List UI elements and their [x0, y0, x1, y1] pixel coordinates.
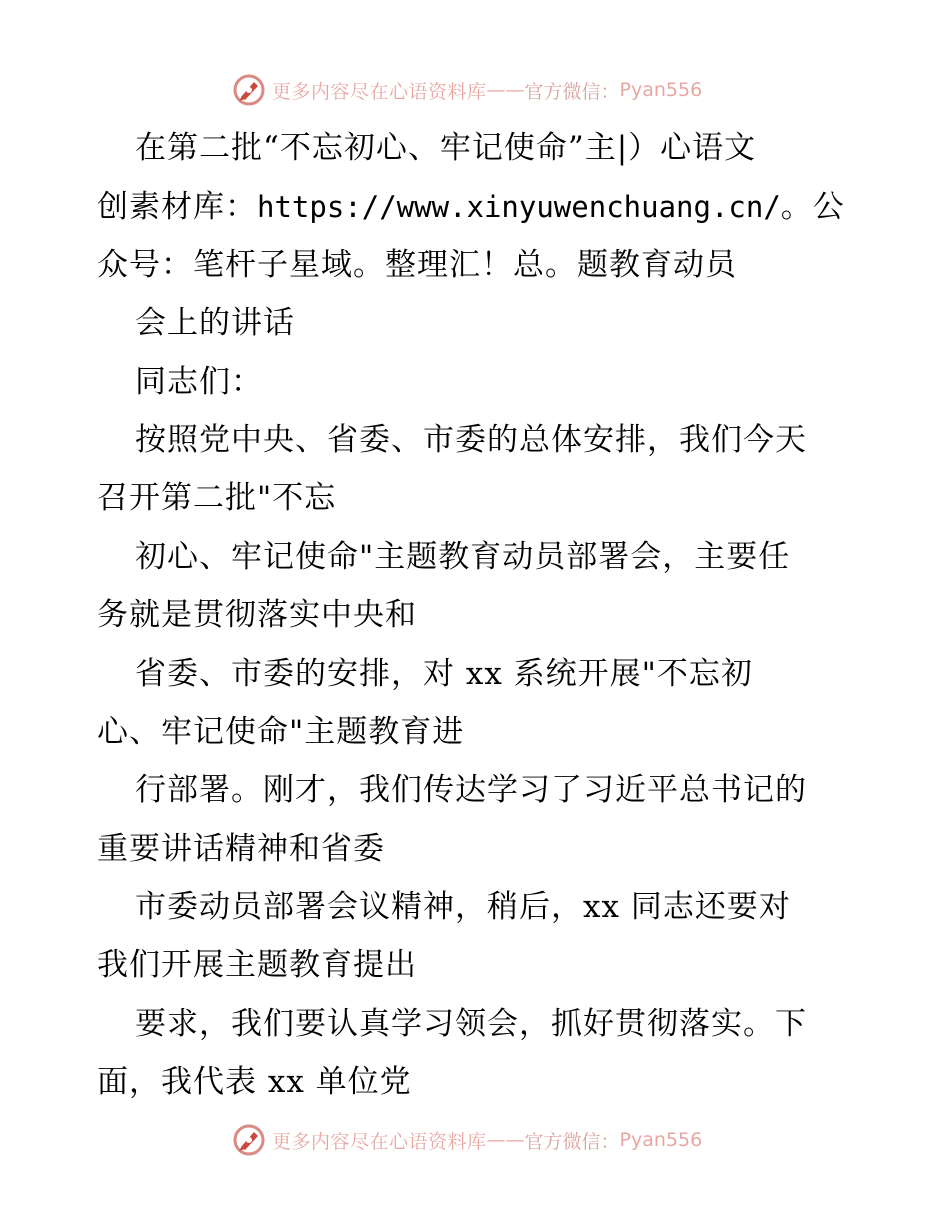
text-line: 重要讲话精神和省委 [97, 831, 385, 867]
text-line: 要求，我们要认真学习领会，抓好贯彻落实。下 [135, 1006, 807, 1042]
watermark-wechat-label: 官方微信： [524, 80, 620, 103]
text-line-part: 。公 [780, 189, 845, 225]
text-line-part: 创素材库： [97, 189, 257, 225]
watermark-main-text: 更多内容尽在心语资料库 [272, 1130, 487, 1153]
text-line: 市委动员部署会议精神，稍后，xx 同志还要对 [135, 889, 791, 925]
salutation: 同志们： [135, 364, 263, 400]
footer-watermark [232, 1122, 702, 1158]
watermark-separator: —— [486, 1129, 525, 1151]
text-line: 初心、牢记使命"主题教育动员部署会，主要任 [135, 539, 791, 575]
text-line: 按照党中央、省委、市委的总体安排，我们今天 [135, 422, 807, 458]
text-line: 众号：笔杆子星域。整理汇！总。题教育动员 [97, 247, 737, 283]
watermark-main-text: 更多内容尽在心语资料库 [272, 80, 487, 103]
url-text: https://www.xinyuwenchuang.cn/ [257, 190, 781, 224]
text-line: 会上的讲话 [135, 305, 295, 341]
text-line: 召开第二批"不忘 [97, 480, 337, 516]
text-line [97, 187, 845, 227]
watermark-wechat-label: 官方微信： [524, 1130, 620, 1153]
text-line: 行部署。刚才，我们传达学习了习近平总书记的 [135, 772, 807, 808]
watermark-wechat-id: Pyan556 [619, 79, 703, 101]
text-line: 省委、市委的安排，对 xx 系统开展"不忘初 [135, 656, 753, 692]
logo-icon [232, 73, 266, 107]
text-line: 在第二批“不忘初心、牢记使命”主|）心语文 [135, 130, 757, 166]
watermark-wechat-id: Pyan556 [619, 1129, 703, 1151]
text-line: 心、牢记使命"主题教育进 [97, 714, 465, 750]
watermark-separator: —— [486, 79, 525, 101]
logo-icon [232, 1123, 266, 1157]
text-line: 务就是贯彻落实中央和 [97, 597, 417, 633]
text-line: 面，我代表 xx 单位党 [97, 1064, 412, 1100]
text-line: 我们开展主题教育提出 [97, 947, 417, 983]
header-watermark [232, 72, 702, 108]
